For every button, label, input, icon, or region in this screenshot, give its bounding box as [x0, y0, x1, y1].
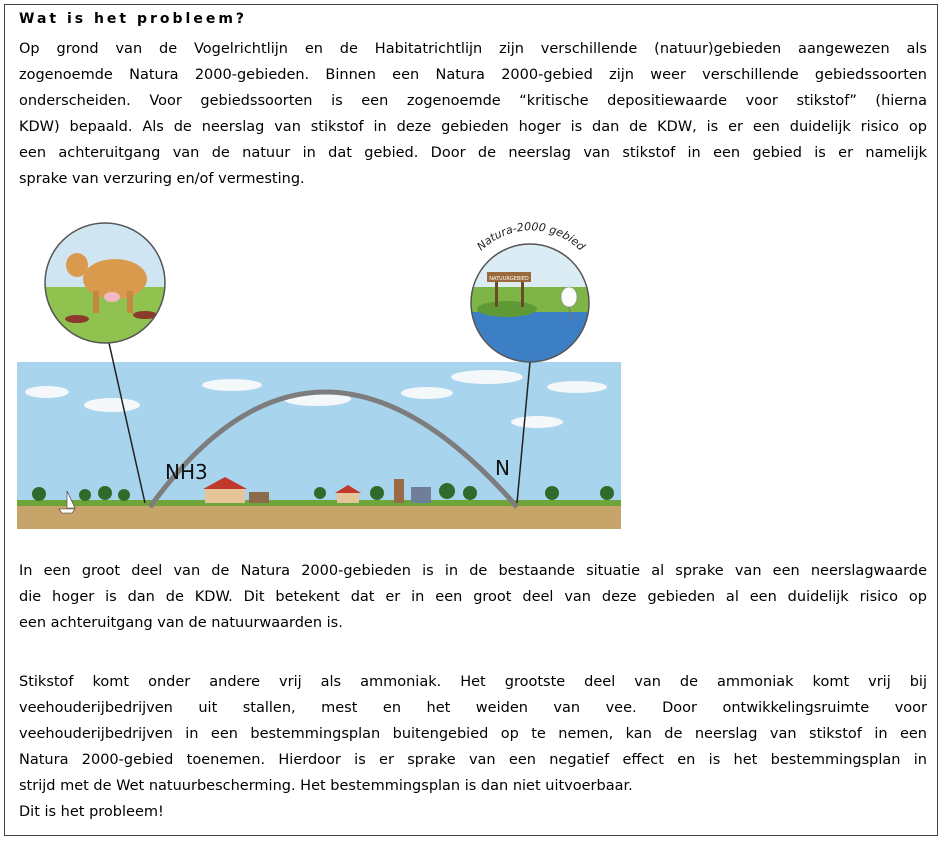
text-line: een achteruitgang van de natuur in dat gebied. Door de neerslag van stikstof in een gebied is er namelijk [19, 145, 927, 161]
situation-paragraph [19, 558, 927, 636]
ground [17, 502, 621, 529]
text-line: onderscheiden. Voor gebiedssoorten is een zogenoemde “kritische depositiewaarde voor stikstof” (hierna [19, 93, 927, 109]
text-line: Natura 2000-gebied toenemen. Hierdoor is er sprake van een negatief effect en is het bestemmingsplan in [19, 752, 927, 768]
text-line: een achteruitgang van de natuurwaarden is. [19, 615, 343, 631]
ammonia-paragraph [19, 669, 927, 825]
sailboat [59, 509, 75, 513]
text-line: Op grond van de Vogelrichtlijn en de Habitatrichtlijn zijn verschillende (natuur)gebieden aangewezen als [19, 41, 927, 57]
nh3-label: NH3 [165, 460, 208, 484]
text-line: In een groot deel van de Natura 2000-gebieden is in de bestaande situatie al sprake van een neerslagwaarde [19, 563, 927, 579]
conclusion-line: Dit is het probleem! [19, 804, 164, 820]
text-line: strijd met de Wet natuurbescherming. Het bestemmingsplan is dan niet uitvoerbaar. [19, 778, 633, 794]
natura-sign: NATUURGEBIED [489, 276, 529, 282]
intro-paragraph [19, 36, 927, 192]
heron-icon [561, 287, 577, 307]
text-line: die hoger is dan de KDW. Dit betekent dat er in een groot deel van deze gebieden al een duidelijk risico op [19, 589, 927, 605]
text-line: Stikstof komt onder andere vrij als ammoniak. Het grootste deel van de ammoniak komt vrij bij [19, 674, 927, 690]
document-frame [4, 4, 938, 836]
nitrogen-deposition-illustration [17, 217, 621, 529]
section-heading: Wat is het probleem? [19, 11, 248, 27]
n-label: N [495, 456, 510, 480]
text-line: sprake van verzuring en/of vermesting. [19, 171, 305, 187]
natura-arc-label: Natura-2000 gebied [474, 220, 588, 254]
text-line: zogenoemde Natura 2000-gebieden. Binnen een Natura 2000-gebied zijn weer verschillende gebiedssoorten [19, 67, 927, 83]
text-line: KDW) bepaald. Als de neerslag van stikstof in deze gebieden hoger is dan de KDW, is er een duidelijk risico op [19, 119, 927, 135]
text-line: veehouderijbedrijven in een bestemmingsplan buitengebied op te nemen, kan de neerslag van stikstof in een [19, 726, 927, 742]
natura-circle [467, 220, 597, 372]
text-line: veehouderijbedrijven uit stallen, mest en het weiden van vee. Door ontwikkelingsruimte voor [19, 700, 927, 716]
cow-meadow-circle [37, 223, 177, 357]
